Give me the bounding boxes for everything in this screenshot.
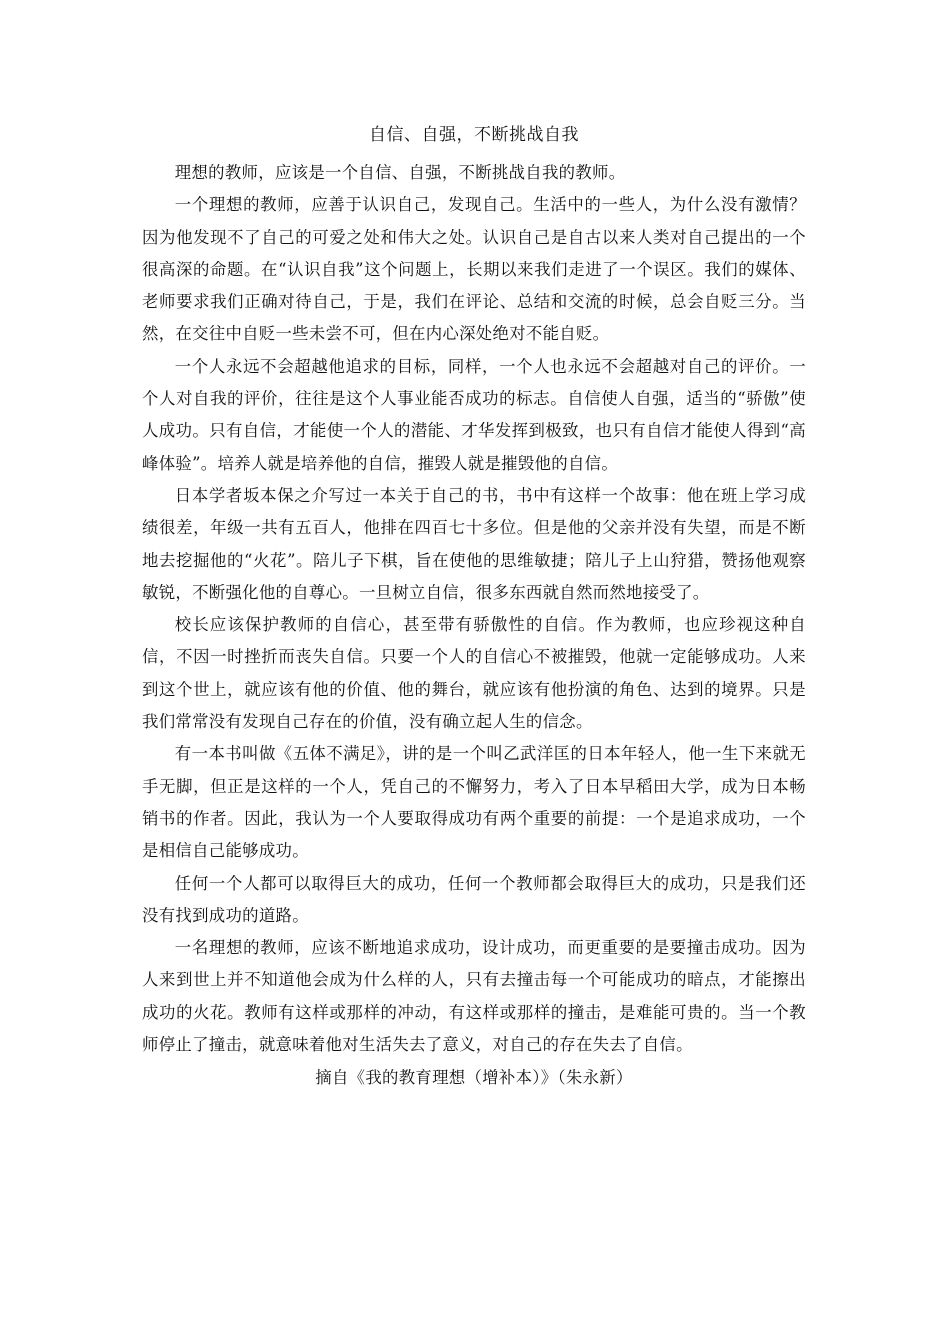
- document-body: [142, 117, 806, 1095]
- paragraph-1: 理想的教师，应该是一个自信、自强，不断挑战自我的教师。: [174, 163, 626, 182]
- paragraph-7: 任何一个人都可以取得巨大的成功，任何一个教师都会取得巨大的成功，只是我们还没有找到成功的道路。: [142, 873, 806, 925]
- article-title: 自信、自强，不断挑战自我: [369, 125, 579, 145]
- paragraph-2: 一个理想的教师，应善于认识自己，发现自己。生活中的一些人，为什么没有激情？因为他发现不了自己的可爱之处和伟大之处。认识自己是自古以来人类对自己提出的一个很高深的命题。在“认识自我”这个问题上，长期以来我们走进了一个误区。我们的媒体、老师要求我们正确对待自己，于是，我们在评论、总结和交流的时候，总会自贬三分。当然，在交往中自贬一些未尝不可，但在内心深处绝对不能自贬。: [142, 195, 806, 344]
- paragraph-8: 一名理想的教师，应该不断地追求成功，设计成功，而更重要的是要撞击成功。因为人来到世上并不知道他会成为什么样的人，只有去撞击每一个可能成功的暗点，才能擦出成功的火花。教师有这样或那样的冲动，有这样或那样的撞击，是难能可贵的。当一个教师停止了撞击，就意味着他对生活失去了意义，对自己的存在失去了自信。: [142, 938, 806, 1055]
- paragraph-5: 校长应该保护教师的自信心，甚至带有骄傲性的自信。作为教师，也应珍视这种自信，不因一时挫折而丧失自信。只要一个人的自信心不被摧毁，他就一定能够成功。人来到这个世上，就应该有他的价值、他的舞台，就应该有他扮演的角色、达到的境界。只是我们常常没有发现自己存在的价值，没有确立起人生的信念。: [142, 615, 806, 732]
- paragraph-3: 一个人永远不会超越他追求的目标，同样，一个人也永远不会超越对自己的评价。一个人对自我的评价，往往是这个人事业能否成功的标志。自信使人自强，适当的“骄傲”使人成功。只有自信，才能使一个人的潜能、才华发挥到极致，也只有自信才能使人得到“高峰体验”。培养人就是培养他的自信，摧毁人就是摧毁他的自信。: [142, 356, 806, 473]
- source-citation: 摘自《我的教育理想（增补本）》（朱永新）: [315, 1068, 633, 1088]
- paragraph-4: 日本学者坂本保之介写过一本关于自己的书，书中有这样一个故事：他在班上学习成绩很差，年级一共有五百人，他排在四百七十多位。但是他的父亲并没有失望，而是不断地去挖掘他的“火花”。陪儿子下棋，旨在使他的思维敏捷；陪儿子上山狩猎，赞扬他观察敏锐，不断强化他的自尊心。一旦树立自信，很多东西就自然而然地接受了。: [142, 485, 806, 602]
- paragraph-6: 有一本书叫做《五体不满足》，讲的是一个叫乙武洋匡的日本年轻人，他一生下来就无手无脚，但正是这样的一个人，凭自己的不懈努力，考入了日本早稻田大学，成为日本畅销书的作者。因此，我认为一个人要取得成功有两个重要的前提：一个是追求成功，一个是相信自己能够成功。: [142, 744, 806, 861]
